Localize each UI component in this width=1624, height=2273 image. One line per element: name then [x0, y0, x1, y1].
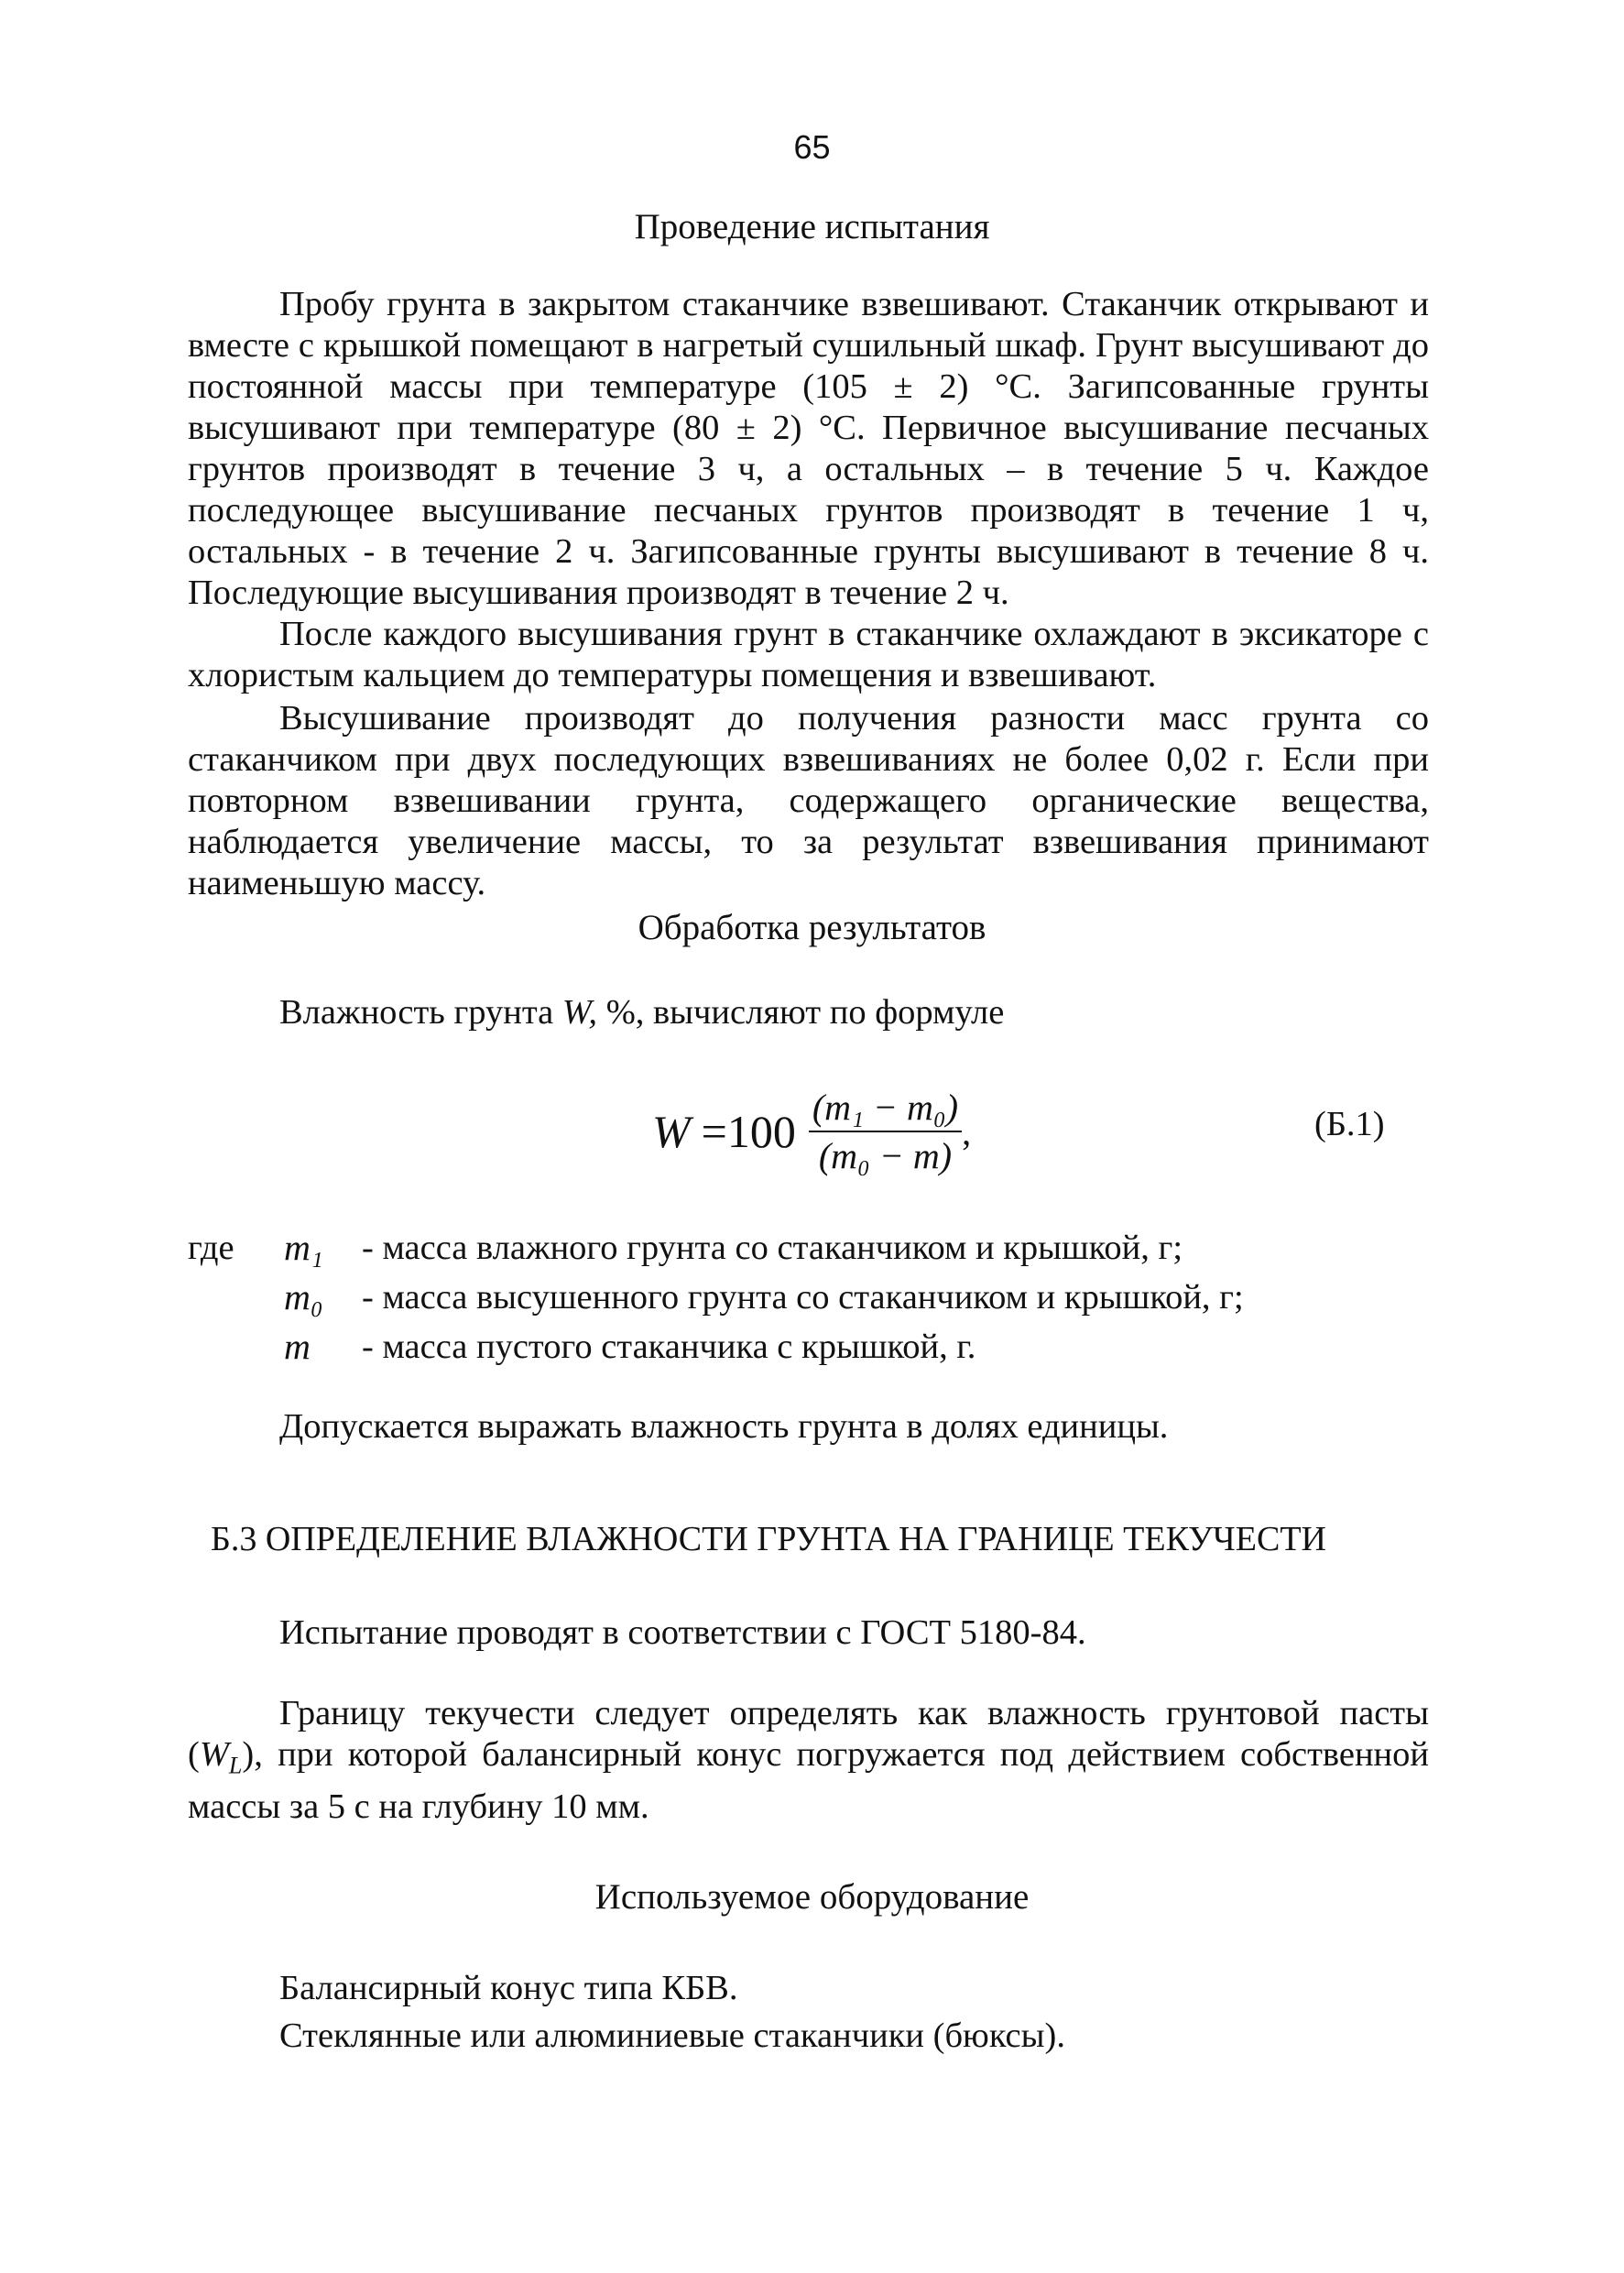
paragraph-b3-sub: L: [228, 1752, 243, 1779]
definition-row: [188, 1273, 1244, 1322]
formula-trail: ,: [962, 1110, 972, 1153]
paragraph-b3: [188, 1693, 1429, 1828]
formula-fraction: [809, 1086, 962, 1177]
definition-symbol: m₀: [284, 1276, 323, 1317]
heading-equipment: Используемое оборудование: [594, 1877, 1030, 1917]
equipment-item: Стеклянные или алюминиевые стаканчики (бюксы).: [279, 2016, 1065, 2055]
gost-line: Испытание проводят в соответствии с ГОСТ 5180-84.: [279, 1613, 1086, 1652]
paragraph-testing-2: После каждого высушивания грунт в стаканчике охлаждают в эксикаторе с хлористым кальцием до температуры помещения и взвешивают.: [188, 615, 1429, 694]
formula-lhs: W: [652, 1106, 691, 1157]
formula-eq: =100: [701, 1106, 796, 1157]
equipment-item: Балансирный конус типа КБВ.: [279, 1969, 738, 2007]
formula-intro-suffix: %, вычисляют по формуле: [605, 993, 1005, 1032]
equation-number: (Б.1): [1314, 1105, 1385, 1143]
section-title-b3: Б.3 ОПРЕДЕЛЕНИЕ ВЛАЖНОСТИ ГРУНТА НА ГРАНИЦЕ ТЕКУЧЕСТИ: [211, 1520, 1326, 1558]
definition-row: [188, 1322, 1244, 1371]
formula-denominator: (m₀ − m): [818, 1135, 953, 1176]
formula: [652, 1072, 971, 1191]
definition-text: - масса влажного грунта со стаканчиком и крышкой, г;: [362, 1229, 1183, 1267]
paragraph-testing-1: Пробу грунта в закрытом стаканчике взвешивают. Стаканчик открывают и вместе с крышкой помещают в нагретый сушильный шкаф. Грунт высушивают до постоянной массы при температуре (105 ± 2) °С. Загипсованные грунты высушивают при температуре (80 ± 2) °С. Первичное высушивание песчаных грунтов производят в течение 3 ч, а остальных – в течение 5 ч. Каждое последующее высушивание песчаных грунтов производят в течение 1 ч, остальных - в течение 2 ч. Загипсованные грунты высушивают в течение 8 ч. Последующие высушивания производят в течение 2 ч.: [188, 285, 1429, 612]
note: Допускается выражать влажность грунта в долях единицы.: [279, 1407, 1169, 1446]
paragraph-b3-prefix: Границу текучести следует определять как влажность грунтовой пасты (: [188, 1694, 1429, 1774]
heading-testing: Проведение испытания: [634, 207, 990, 246]
formula-intro-prefix: Влажность грунта: [279, 993, 554, 1032]
formula-intro: [279, 992, 1004, 1033]
definition-text: - масса пустого стаканчика с крышкой, г.: [362, 1328, 976, 1366]
definition-row: [188, 1223, 1244, 1273]
definition-text: - масса высушенного грунта со стаканчиком и крышкой, г;: [362, 1278, 1244, 1317]
definitions: [188, 1223, 1244, 1371]
paragraph-b3-var: W: [199, 1735, 229, 1774]
heading-results: Обработка результатов: [638, 908, 986, 947]
page-number: 65: [793, 128, 831, 166]
formula-intro-var: W,: [561, 993, 598, 1032]
definition-symbol: m: [284, 1326, 311, 1367]
paragraph-testing-3: Высушивание производят до получения разности масс грунта со стаканчиком при двух последующих взвешиваниях не более 0,02 г. Если при повторном взвешивании грунта, содержащего органические вещества, наблюдается увеличение массы, то за результат взвешивания принимают наименьшую массу.: [188, 699, 1429, 902]
where-word: где: [188, 1229, 234, 1267]
paragraph-b3-suffix: ), при которой балансирный конус погружается под действием собственной массы за 5 с на глубину 10 мм.: [188, 1735, 1429, 1826]
formula-numerator: (m₁ − m₀): [809, 1086, 962, 1132]
definition-symbol: m₁: [284, 1227, 323, 1268]
